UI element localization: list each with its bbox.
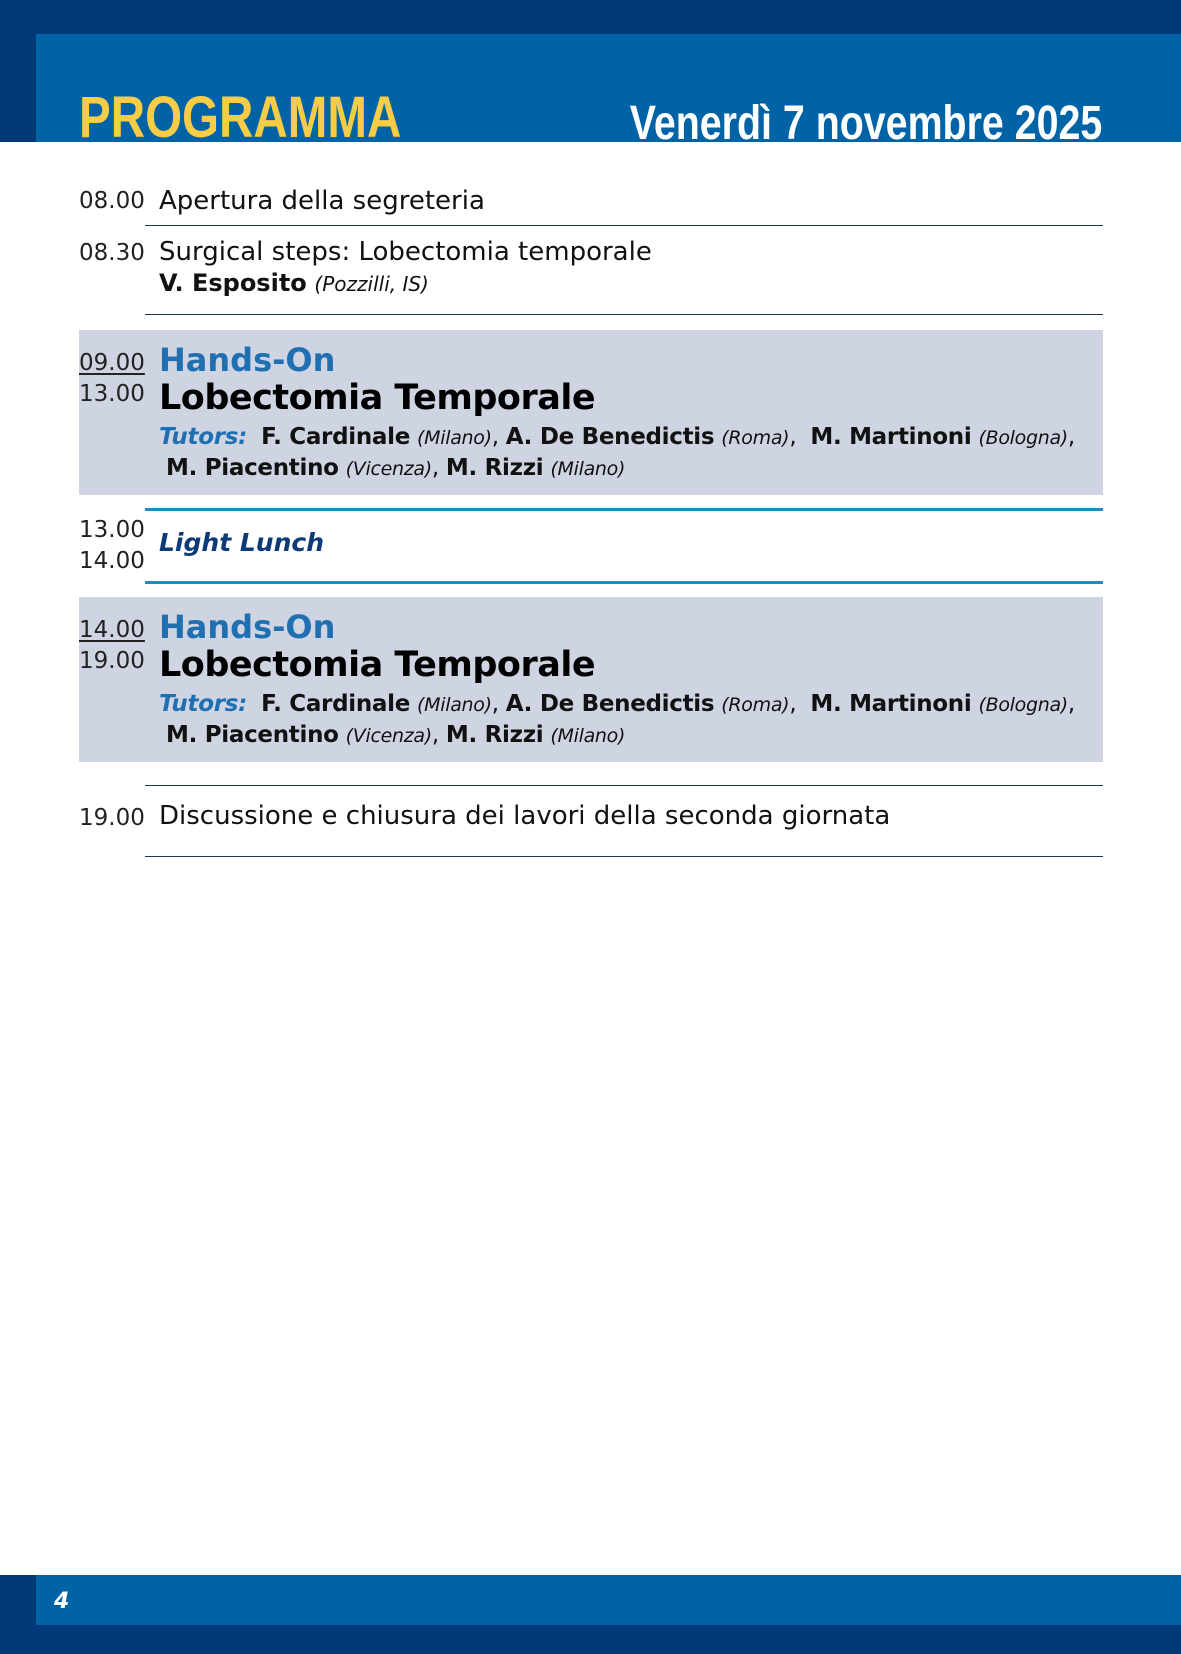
tutor-city: (Roma): [721, 427, 790, 449]
page-date: Venerdì 7 novembre 2025: [629, 97, 1102, 150]
footer-left-band: [0, 1575, 36, 1654]
tutor-name: M. Martinoni: [810, 691, 972, 717]
time-end: 14.00: [79, 548, 145, 574]
tutor-city: (Roma): [721, 694, 790, 716]
tutor-name: A. De Benedictis: [505, 424, 715, 450]
footer-blue-band: [0, 1575, 1181, 1625]
tutors-line-1: Tutors: F. Cardinale (Milano), A. De Benedictis (Roma), M. Martinoni (Bologna),: [159, 691, 1075, 717]
time-start: 09.00: [79, 350, 145, 376]
item-opening: Apertura della segreteria: [159, 186, 485, 216]
divider: [145, 856, 1103, 857]
footer-dark-band: [0, 1625, 1181, 1654]
time-end: 13.00: [79, 381, 145, 407]
tutors-label: Tutors:: [159, 691, 248, 717]
tutor-name: M. Rizzi: [445, 722, 544, 748]
tutor-city: (Vicenza): [345, 458, 432, 480]
handson-title: Lobectomia Temporale: [159, 378, 596, 418]
tutor-name: M. Rizzi: [445, 455, 544, 481]
tutor-name: F. Cardinale: [261, 691, 411, 717]
item-closing: Discussione e chiusura dei lavori della seconda giornata: [159, 801, 891, 831]
tutors-line-1: Tutors: F. Cardinale (Milano), A. De Benedictis (Roma), M. Martinoni (Bologna),: [159, 424, 1075, 450]
time-0830: 08.30: [79, 240, 145, 266]
tutor-city: (Vicenza): [345, 725, 432, 747]
speaker-affiliation: (Pozzilli, IS): [314, 272, 429, 296]
tutors-label: Tutors:: [159, 424, 248, 450]
time-end: 19.00: [79, 648, 145, 674]
tutor-name: M. Martinoni: [810, 424, 972, 450]
tutor-city: (Milano): [550, 458, 626, 480]
tutors-line-2: M. Piacentino (Vicenza), M. Rizzi (Milano): [166, 722, 626, 748]
tutor-city: (Milano): [550, 725, 626, 747]
time-start: 14.00: [79, 617, 145, 643]
tutor-city: (Milano): [417, 427, 492, 449]
handson-label: Hands-On: [159, 608, 336, 646]
tutor-city: (Bologna): [978, 427, 1068, 449]
tutor-name: M. Piacentino: [166, 455, 339, 481]
time-1900: 19.00: [79, 805, 145, 831]
speaker-line: [159, 269, 429, 297]
tutor-name: M. Piacentino: [166, 722, 339, 748]
speaker-name: V. Esposito: [159, 269, 307, 297]
tutor-name: A. De Benedictis: [505, 691, 715, 717]
tutor-city: (Milano): [417, 694, 492, 716]
page-number: 4: [54, 1589, 70, 1614]
page-title: PROGRAMMA: [79, 85, 402, 150]
divider: [145, 314, 1103, 315]
divider: [145, 785, 1103, 786]
handson-title: Lobectomia Temporale: [159, 645, 596, 685]
divider: [145, 225, 1103, 226]
time-start: 13.00: [79, 517, 145, 543]
lunch-label: Light Lunch: [159, 528, 324, 557]
time-0800: 08.00: [79, 188, 145, 214]
tutors-line-2: M. Piacentino (Vicenza), M. Rizzi (Milano): [166, 455, 626, 481]
tutor-city: (Bologna): [978, 694, 1068, 716]
lunch-divider-bottom: [145, 581, 1103, 584]
handson-label: Hands-On: [159, 341, 336, 379]
item-surgical-steps: Surgical steps: Lobectomia temporale: [159, 237, 652, 267]
tutor-name: F. Cardinale: [261, 424, 411, 450]
lunch-divider-top: [145, 508, 1103, 511]
